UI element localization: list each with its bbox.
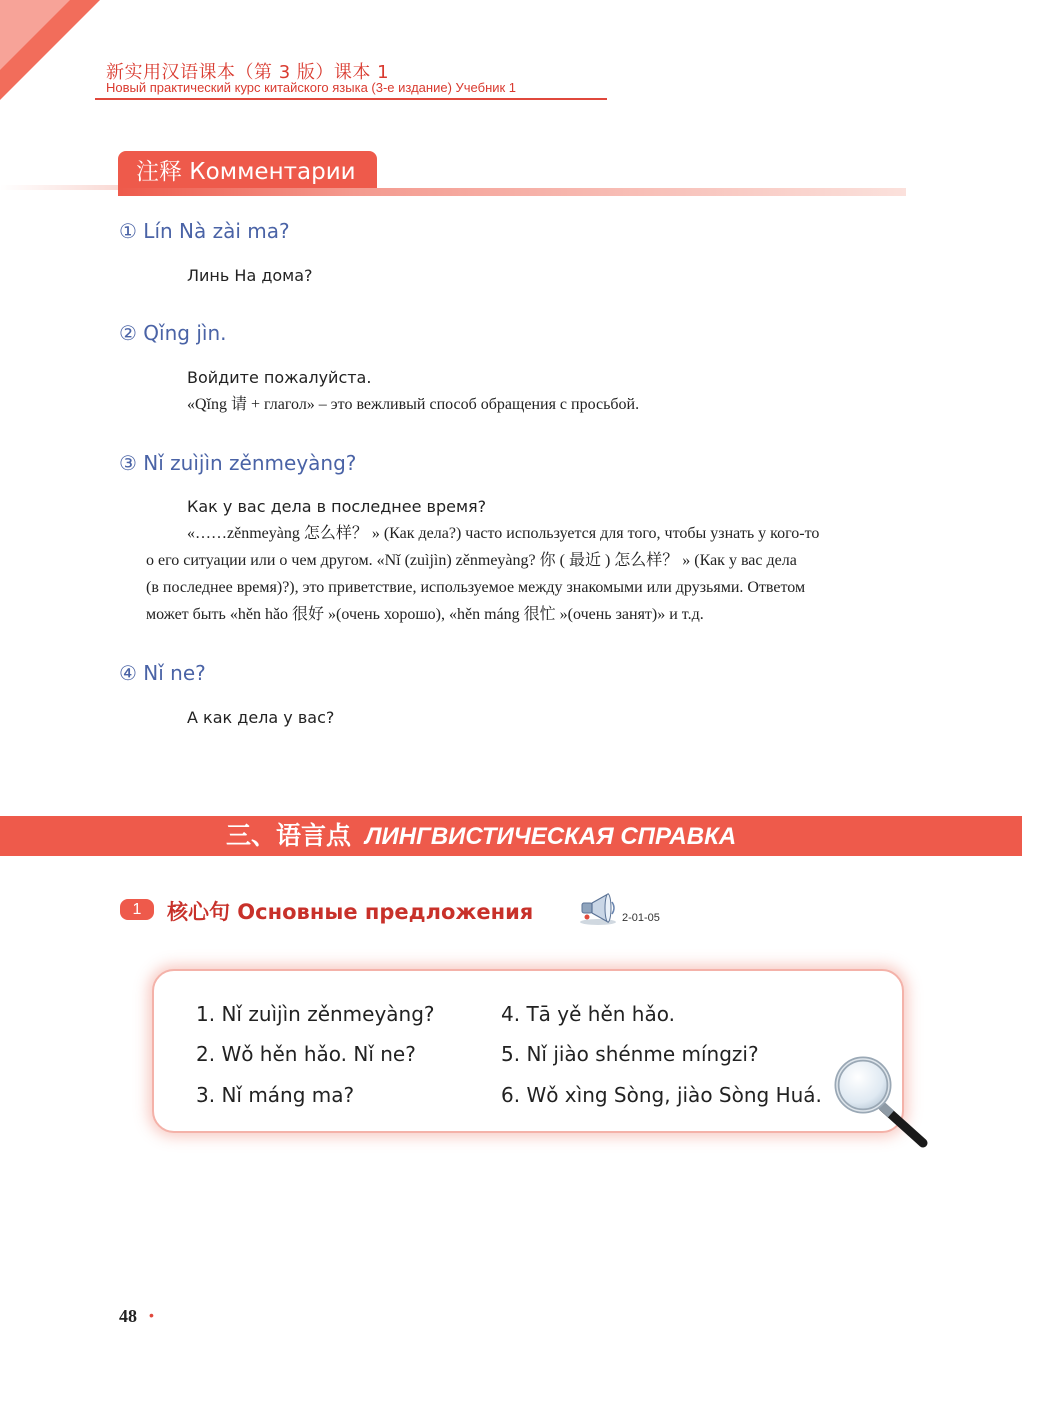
note-4-heading xyxy=(119,661,206,685)
note-2-translation: Войдите пожалуйста. xyxy=(187,368,372,387)
page-number: 48 xyxy=(119,1306,137,1326)
magnifier-icon xyxy=(833,1055,933,1156)
note-2-explanation: «Qǐng 请 + глагол» – это вежливый способ обращения с просьбой. xyxy=(187,396,640,413)
sentence-6: 6. Wǒ xìng Sòng, jiào Sòng Huá. xyxy=(501,1083,822,1107)
note-3-explanation-line-1: «……zěnmeyàng 怎么样？ » (Как дела?) часто используется для того, чтобы узнать у кого-то xyxy=(187,525,820,542)
section-fade-line xyxy=(0,185,118,190)
note-4-translation: А как дела у вас? xyxy=(187,708,335,727)
linguistics-title-ru: ЛИНГВИСТИЧЕСКАЯ СПРАВКА xyxy=(365,823,737,850)
note-1-heading xyxy=(119,219,290,243)
subsection-number-badge: 1 xyxy=(120,899,154,920)
page-number-dot: • xyxy=(149,1307,154,1323)
sentence-3: 3. Nǐ máng ma? xyxy=(196,1083,355,1107)
note-1-number: ① xyxy=(119,219,137,243)
section-underline xyxy=(118,188,906,196)
core-sentences-title: 核心句 Основные предложения xyxy=(167,900,534,924)
sentence-2: 2. Wǒ hěn hǎo. Nǐ ne? xyxy=(196,1042,416,1066)
note-3-number: ③ xyxy=(119,451,137,475)
note-3-pinyin: Nǐ zuìjìn zěnmeyàng? xyxy=(143,451,357,475)
note-3-heading xyxy=(119,451,356,475)
sentence-1: 1. Nǐ zuìjìn zěnmeyàng? xyxy=(196,1002,435,1026)
note-1-translation: Линь На дома? xyxy=(187,266,313,285)
note-2-pinyin: Qǐng jìn. xyxy=(143,321,227,345)
corner-decoration-shade xyxy=(0,0,70,70)
book-subtitle: Новый практический курс китайского языка (3-е издание) Учебник 1 xyxy=(106,80,517,95)
comments-section-title: 注释 Комментарии xyxy=(118,151,377,191)
note-2-heading xyxy=(119,321,226,345)
note-4-number: ④ xyxy=(119,661,137,685)
note-3-explanation-line-4: может быть «hěn hǎo 很好 »(очень хорошо), «hěn máng 很忙 »(очень занят)» и т.д. xyxy=(146,606,704,623)
audio-track-code: 2-01-05 xyxy=(622,912,660,924)
linguistics-section-band xyxy=(0,816,1022,856)
note-3-explanation-line-2: о его ситуации или о чем другом. «Nǐ (zuìjìn) zěnmeyàng? 你 ( 最近 ) 怎么样？ » (Как у вас дела xyxy=(146,552,797,569)
header-divider xyxy=(95,98,607,100)
book-title: 新实用汉语课本（第 3 版）课本 1 xyxy=(106,62,390,83)
sentence-5: 5. Nǐ jiào shénme míngzi? xyxy=(501,1042,759,1066)
sentence-4: 4. Tā yě hěn hǎo. xyxy=(501,1002,675,1026)
note-3-explanation-line-3: (в последнее время)?), это приветствие, используемое между знакомыми или друзьями. Ответом xyxy=(146,579,806,596)
note-2-number: ② xyxy=(119,321,137,345)
note-1-pinyin: Lín Nà zài ma? xyxy=(143,219,290,243)
note-4-pinyin: Nǐ ne? xyxy=(143,661,206,685)
linguistics-title-cn: 三、语言点 xyxy=(226,821,352,850)
note-3-translation: Как у вас дела в последнее время? xyxy=(187,497,487,516)
speaker-icon[interactable] xyxy=(576,890,620,931)
